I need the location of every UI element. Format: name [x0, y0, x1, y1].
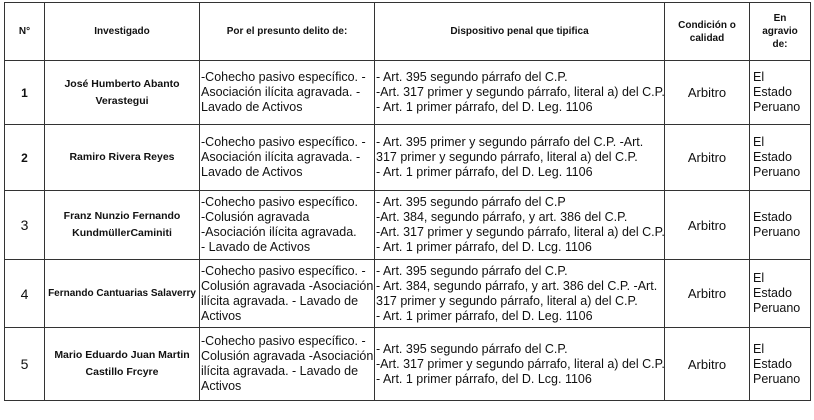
agravio-cell	[750, 260, 811, 328]
header-dispositivo: Dispositivo penal que tipifica	[375, 3, 665, 61]
dispositivo-line: - Art. 1 primer párrafo, del D. Lcg. 1106	[376, 371, 592, 386]
dispositivo-cell	[375, 125, 665, 191]
row-number: 3	[5, 191, 45, 260]
dispositivo-line: -Art. 317 primer y segundo párrafo, literal a) del C.P.	[376, 225, 665, 239]
dispositivo-line: 317 primer y segundo párrafo, literal a) del C.P.	[376, 293, 638, 308]
delito-line: ilícita agravada. - Lavado de	[201, 293, 359, 308]
delito-line: - Lavado de Activos	[201, 240, 311, 254]
investigado-name: Fernando Cantuarias Salaverry	[45, 260, 200, 328]
row-number: 5	[5, 328, 45, 401]
delito-cell	[200, 328, 375, 401]
delito-line: Colusión agravada -Asociación	[201, 278, 374, 293]
condicion-cell: Arbitro	[665, 260, 750, 328]
investigado-name: Mario Eduardo Juan Martin Castillo Frcyre	[45, 328, 200, 401]
row-number: 2	[5, 125, 45, 191]
table-row	[5, 328, 811, 401]
delito-cell	[200, 61, 375, 125]
delito-line: Activos	[201, 379, 242, 393]
header-row	[5, 3, 811, 61]
delito-line: Lavado de Activos	[201, 100, 303, 114]
dispositivo-line: -Art. 384, segundo párrafo, y art. 386 del C.P.	[376, 210, 628, 224]
investigado-name: José Humberto Abanto Verastegui	[45, 61, 200, 125]
agravio-text: El Estado Peruano	[753, 70, 801, 114]
dispositivo-line: - Art. 1 primer párrafo, del D. Leg. 1106	[376, 308, 593, 323]
investigados-table	[4, 2, 811, 401]
delito-cell	[200, 260, 375, 328]
delito-line: -Cohecho pasivo específico. -	[201, 135, 366, 149]
delito-cell	[200, 125, 375, 191]
header-delito: Por el presunto delito de:	[200, 3, 375, 61]
agravio-text: Estado Peruano	[753, 210, 801, 239]
dispositivo-line: - Art. 395 primer y segundo párrafo del C.P. -Art.	[376, 135, 644, 149]
delito-line: -Cohecho pasivo específico. -	[201, 263, 366, 278]
delito-line: ilícita agravada. - Lavado de	[201, 364, 359, 378]
agravio-cell	[750, 61, 811, 125]
row-number: 4	[5, 260, 45, 328]
dispositivo-line: - Art. 1 primer párrafo, del D. Lcg. 1106	[376, 240, 592, 254]
delito-line: Asociación ilícita agravada. -	[201, 85, 361, 99]
investigado-name: Franz Nunzio Fernando KundmüllerCaminiti	[45, 191, 200, 260]
dispositivo-cell	[375, 328, 665, 401]
row-number: 1	[5, 61, 45, 125]
delito-cell	[200, 191, 375, 260]
investigado-name: Ramiro Rivera Reyes	[45, 125, 200, 191]
delito-line: Lavado de Activos	[201, 165, 303, 179]
agravio-text: El Estado Peruano	[753, 271, 801, 315]
delito-line: Colusión agravada -Asociación	[201, 349, 374, 363]
agravio-cell	[750, 125, 811, 191]
condicion-cell: Arbitro	[665, 328, 750, 401]
dispositivo-line: - Art. 384, segundo párrafo, y art. 386 del C.P. -Art.	[376, 278, 658, 293]
dispositivo-line: -Art. 317 primer y segundo párrafo, literal a) del C.P.	[376, 85, 665, 99]
agravio-text: El Estado Peruano	[753, 341, 801, 386]
dispositivo-cell	[375, 61, 665, 125]
condicion-cell: Arbitro	[665, 61, 750, 125]
dispositivo-line: - Art. 395 segundo párrafo del C.P	[376, 195, 566, 209]
dispositivo-line: - Art. 1 primer párrafo, del D. Leg. 1106	[376, 165, 593, 179]
table-row	[5, 191, 811, 260]
delito-line: -Asociación ilícita agravada.	[201, 225, 357, 239]
delito-line: -Cohecho pasivo específico. -	[201, 334, 366, 348]
table-row	[5, 260, 811, 328]
table-row	[5, 125, 811, 191]
dispositivo-line: - Art. 395 segundo párrafo del C.P.	[376, 70, 568, 84]
header-investigado: Investigado	[45, 3, 200, 61]
dispositivo-cell	[375, 191, 665, 260]
delito-line: -Cohecho pasivo específico.	[201, 195, 359, 209]
delito-line: Activos	[201, 308, 242, 323]
agravio-text: El Estado Peruano	[753, 135, 801, 179]
table-row	[5, 61, 811, 125]
condicion-cell: Arbitro	[665, 191, 750, 260]
delito-line: -Colusión agravada	[201, 210, 310, 224]
header-num: N°	[5, 3, 45, 61]
dispositivo-line: -Art. 317 primer y segundo párrafo, literal a) del C.P.	[376, 356, 665, 371]
delito-line: -Cohecho pasivo específico. -	[201, 70, 366, 84]
header-condicion: Condición o calidad	[665, 3, 750, 61]
agravio-cell	[750, 191, 811, 260]
header-agravio: En agravio de:	[750, 3, 811, 61]
dispositivo-line: 317 primer y segundo párrafo, literal a) del C.P.	[376, 150, 638, 164]
dispositivo-line: - Art. 1 primer párrafo, del D. Leg. 1106	[376, 100, 593, 114]
dispositivo-line: - Art. 395 segundo párrafo del C.P.	[376, 341, 568, 356]
dispositivo-cell	[375, 260, 665, 328]
delito-line: Asociación ilícita agravada. -	[201, 150, 361, 164]
dispositivo-line: - Art. 395 segundo párrafo del C.P.	[376, 263, 568, 278]
condicion-cell: Arbitro	[665, 125, 750, 191]
agravio-cell	[750, 328, 811, 401]
